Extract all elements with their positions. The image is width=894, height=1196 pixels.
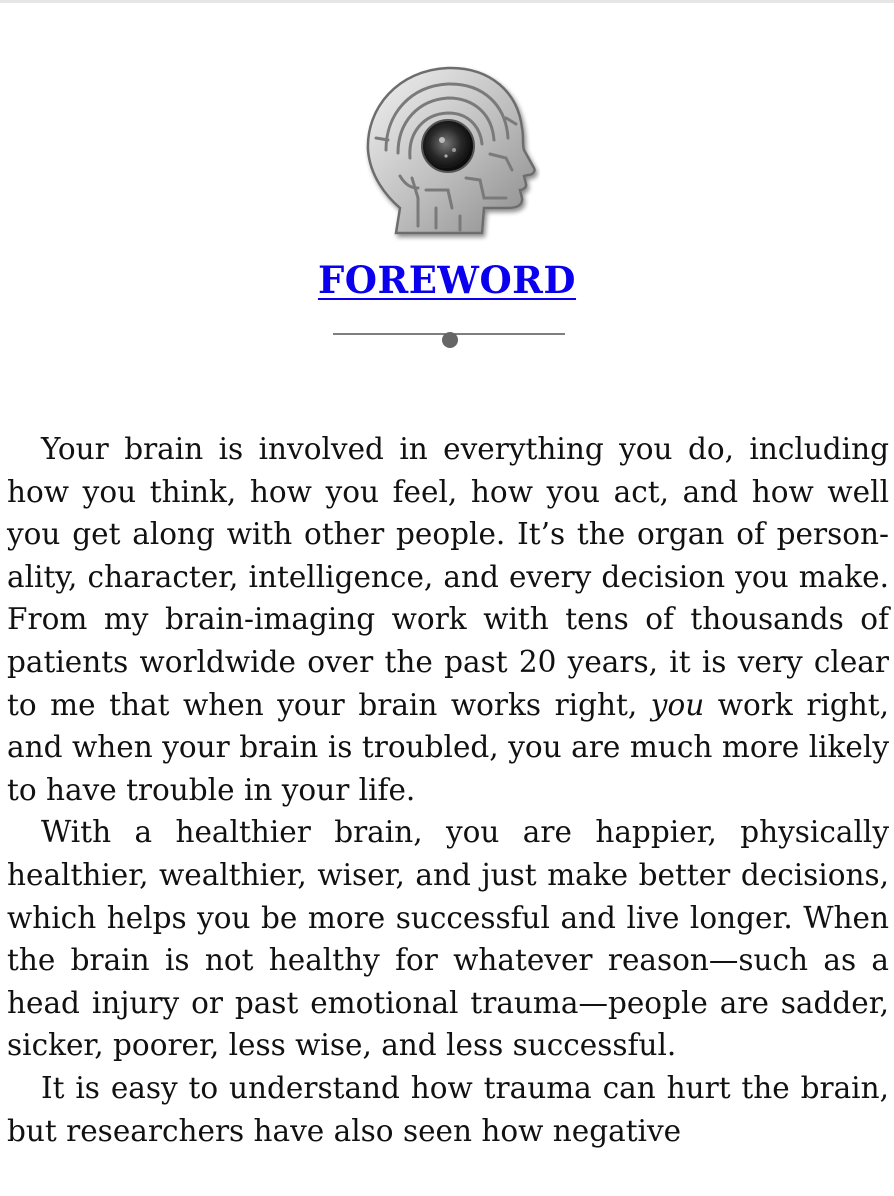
maze-head-profile-icon [356,58,540,246]
paragraph-1-text-end: work right, and when your brain is troubled, you are much more likely to have trouble in your life. [7,687,889,807]
paragraph-1 [7,428,889,811]
title-container [0,258,894,302]
divider-dot-ornament [333,326,565,350]
top-rule [0,0,894,3]
paragraph-3: It is easy to understand how trauma can hurt the brain, but researchers have also seen how negative [7,1070,889,1148]
emphasis-you: you [650,687,705,722]
paragraph-1-text: Your brain is involved in everything you do, including how you think, how you feel, how you act, and how well you get along with other people. It’s the organ of personality, character, intelligence, and every decision you make. From my brain-imaging work with tens of thousands of patients worldwide over the past 20 years, it is very clear to me that when your brain works right, [7,432,889,722]
paragraph-2: With a healthier brain, you are happier, physically healthier, wealthier, wiser, and just make better decisions, which helps you be more successful and live longer. When the brain is not healthy for whatever reason—such as a head injury or past emotional trauma—people are sadder, sicker, poorer, less wise, and less successful. [7,815,889,1063]
foreword-title-link[interactable]: FOREWORD [317,258,577,302]
foreword-body [7,428,889,1152]
